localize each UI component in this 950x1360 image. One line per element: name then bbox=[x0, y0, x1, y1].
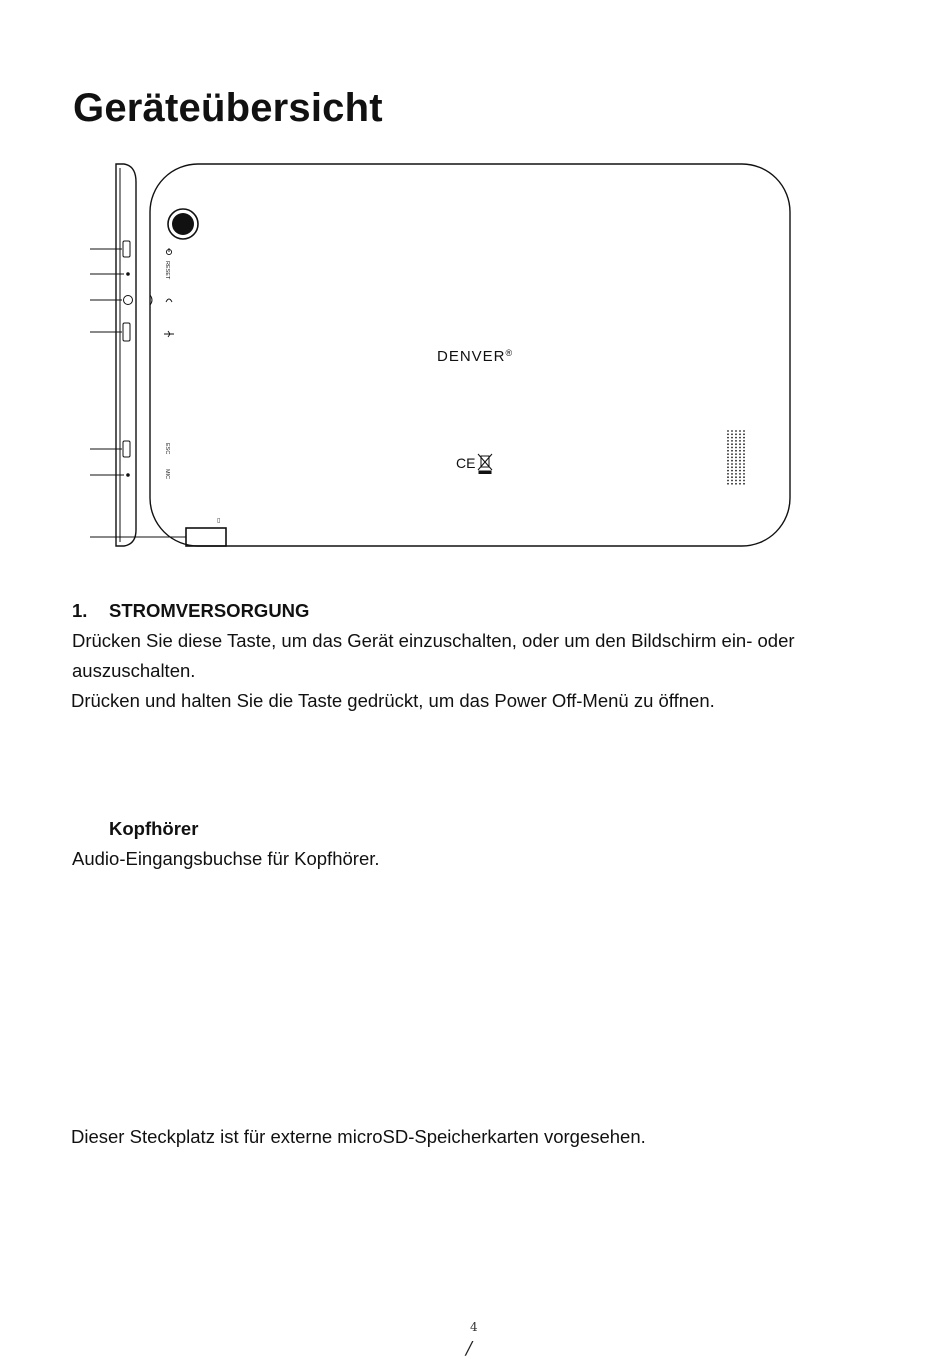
speaker-dot bbox=[739, 463, 741, 465]
speaker-dot bbox=[731, 443, 733, 445]
speaker-dot bbox=[739, 440, 741, 442]
headphones-text: Audio-Eingangsbuchse für Kopfhörer. bbox=[72, 848, 380, 869]
speaker-dot bbox=[743, 466, 745, 468]
speaker-dot bbox=[735, 483, 737, 485]
reset-label: RESET bbox=[164, 261, 170, 280]
speaker-dot bbox=[727, 440, 729, 442]
speaker-dot bbox=[727, 463, 729, 465]
speaker-dot bbox=[743, 443, 745, 445]
speaker-dot bbox=[743, 463, 745, 465]
speaker-dot bbox=[727, 430, 729, 432]
speaker-dot bbox=[739, 437, 741, 439]
headphones-heading: Kopfhörer bbox=[109, 818, 199, 839]
speaker-dot bbox=[735, 460, 737, 462]
power-line-3: Drücken und halten Sie die Taste gedrückt, um das Power Off-Menü zu öffnen. bbox=[71, 690, 715, 711]
speaker-dot bbox=[743, 460, 745, 462]
speaker-dot bbox=[739, 457, 741, 459]
speaker-dot bbox=[727, 470, 729, 472]
speaker-dot bbox=[739, 466, 741, 468]
speaker-dot bbox=[743, 437, 745, 439]
page-title: Geräteübersicht bbox=[73, 86, 383, 130]
speaker-dot bbox=[727, 473, 729, 475]
power-line-1: Drücken Sie diese Taste, um das Gerät einzuschalten, oder um den Bildschirm ein- oder bbox=[72, 630, 795, 651]
speaker-dot bbox=[739, 443, 741, 445]
tablet-rear-diagram bbox=[88, 160, 798, 552]
speaker-dot bbox=[739, 430, 741, 432]
mic-label: MIC bbox=[164, 469, 170, 480]
speaker-dot bbox=[735, 470, 737, 472]
side-controls bbox=[90, 241, 186, 537]
speaker-dot bbox=[731, 466, 733, 468]
speaker-dot bbox=[727, 443, 729, 445]
speaker-dot bbox=[731, 460, 733, 462]
esc-button bbox=[123, 441, 130, 457]
speaker-dot bbox=[735, 466, 737, 468]
speaker-dot bbox=[731, 440, 733, 442]
power-line-2: auszuschalten. bbox=[72, 660, 196, 681]
speaker-dot bbox=[743, 447, 745, 449]
speaker-dot bbox=[743, 473, 745, 475]
speaker-dot bbox=[739, 483, 741, 485]
speaker-dot bbox=[739, 447, 741, 449]
speaker-dot bbox=[731, 430, 733, 432]
reset-hole bbox=[127, 273, 130, 276]
section-power-heading bbox=[72, 596, 309, 626]
microsd-icon: ▯ bbox=[217, 518, 221, 524]
speaker-dot bbox=[727, 433, 729, 435]
speaker-dot bbox=[735, 430, 737, 432]
speaker-dot bbox=[735, 473, 737, 475]
speaker-dot bbox=[735, 476, 737, 478]
speaker-dot bbox=[735, 440, 737, 442]
speaker-dot bbox=[739, 470, 741, 472]
speaker-dot bbox=[727, 460, 729, 462]
mic-hole bbox=[127, 474, 130, 477]
speaker-dot bbox=[743, 476, 745, 478]
speaker-dot bbox=[731, 473, 733, 475]
speaker-dot bbox=[743, 433, 745, 435]
speaker-dot bbox=[727, 457, 729, 459]
speaker-dot bbox=[739, 460, 741, 462]
speaker-dot bbox=[731, 483, 733, 485]
speaker-dot bbox=[735, 480, 737, 482]
speaker-dot bbox=[739, 480, 741, 482]
speaker-dot bbox=[731, 453, 733, 455]
speaker-dot bbox=[731, 476, 733, 478]
microsd-text: Dieser Steckplatz ist für externe microSD-Speicherkarten vorgesehen. bbox=[71, 1126, 646, 1147]
page-mark: / bbox=[466, 1338, 473, 1359]
speaker-dot bbox=[727, 480, 729, 482]
headphone-jack bbox=[124, 296, 133, 305]
speaker-dot bbox=[727, 453, 729, 455]
speaker-grille bbox=[727, 430, 745, 485]
port-labels bbox=[164, 261, 170, 479]
speaker-dot bbox=[731, 470, 733, 472]
brand-name: DENVER bbox=[437, 348, 506, 365]
speaker-dot bbox=[735, 453, 737, 455]
speaker-dot bbox=[727, 483, 729, 485]
speaker-dot bbox=[727, 450, 729, 452]
speaker-dot bbox=[735, 437, 737, 439]
speaker-dot bbox=[727, 447, 729, 449]
speaker-dot bbox=[739, 450, 741, 452]
speaker-dot bbox=[735, 443, 737, 445]
page-number: 4 bbox=[470, 1320, 478, 1334]
speaker-dot bbox=[739, 476, 741, 478]
tablet-side-profile bbox=[116, 164, 136, 546]
speaker-dot bbox=[735, 463, 737, 465]
speaker-dot bbox=[727, 476, 729, 478]
speaker-dot bbox=[743, 480, 745, 482]
speaker-dot bbox=[731, 437, 733, 439]
speaker-dot bbox=[743, 457, 745, 459]
speaker-dot bbox=[735, 450, 737, 452]
speaker-dot bbox=[731, 433, 733, 435]
camera-icon bbox=[168, 209, 198, 239]
speaker-dot bbox=[731, 463, 733, 465]
speaker-dot bbox=[739, 433, 741, 435]
headphone-icon bbox=[166, 299, 172, 302]
speaker-dot bbox=[743, 430, 745, 432]
section-heading-text: STROMVERSORGUNG bbox=[109, 600, 310, 621]
speaker-dot bbox=[731, 447, 733, 449]
speaker-dot bbox=[743, 453, 745, 455]
speaker-dot bbox=[727, 437, 729, 439]
speaker-dot bbox=[739, 453, 741, 455]
speaker-dot bbox=[727, 466, 729, 468]
section-number: 1. bbox=[72, 600, 88, 621]
speaker-dot bbox=[739, 473, 741, 475]
section-power bbox=[72, 596, 309, 626]
speaker-dot bbox=[743, 440, 745, 442]
usb-icon bbox=[164, 331, 174, 337]
speaker-dot bbox=[735, 433, 737, 435]
speaker-dot bbox=[735, 457, 737, 459]
speaker-dot bbox=[743, 483, 745, 485]
brand-registered-mark: ® bbox=[505, 348, 514, 358]
esc-label: ESC bbox=[164, 443, 170, 455]
weee-bin-icon bbox=[478, 454, 492, 474]
brand-logo bbox=[437, 348, 513, 365]
microsd-slot bbox=[186, 528, 226, 546]
speaker-dot bbox=[731, 480, 733, 482]
power-button bbox=[123, 241, 130, 257]
speaker-dot bbox=[731, 457, 733, 459]
ce-mark: CE bbox=[456, 455, 476, 471]
usb-port bbox=[123, 323, 130, 341]
speaker-dot bbox=[731, 450, 733, 452]
speaker-dot bbox=[735, 447, 737, 449]
speaker-dot bbox=[743, 470, 745, 472]
speaker-dot bbox=[743, 450, 745, 452]
